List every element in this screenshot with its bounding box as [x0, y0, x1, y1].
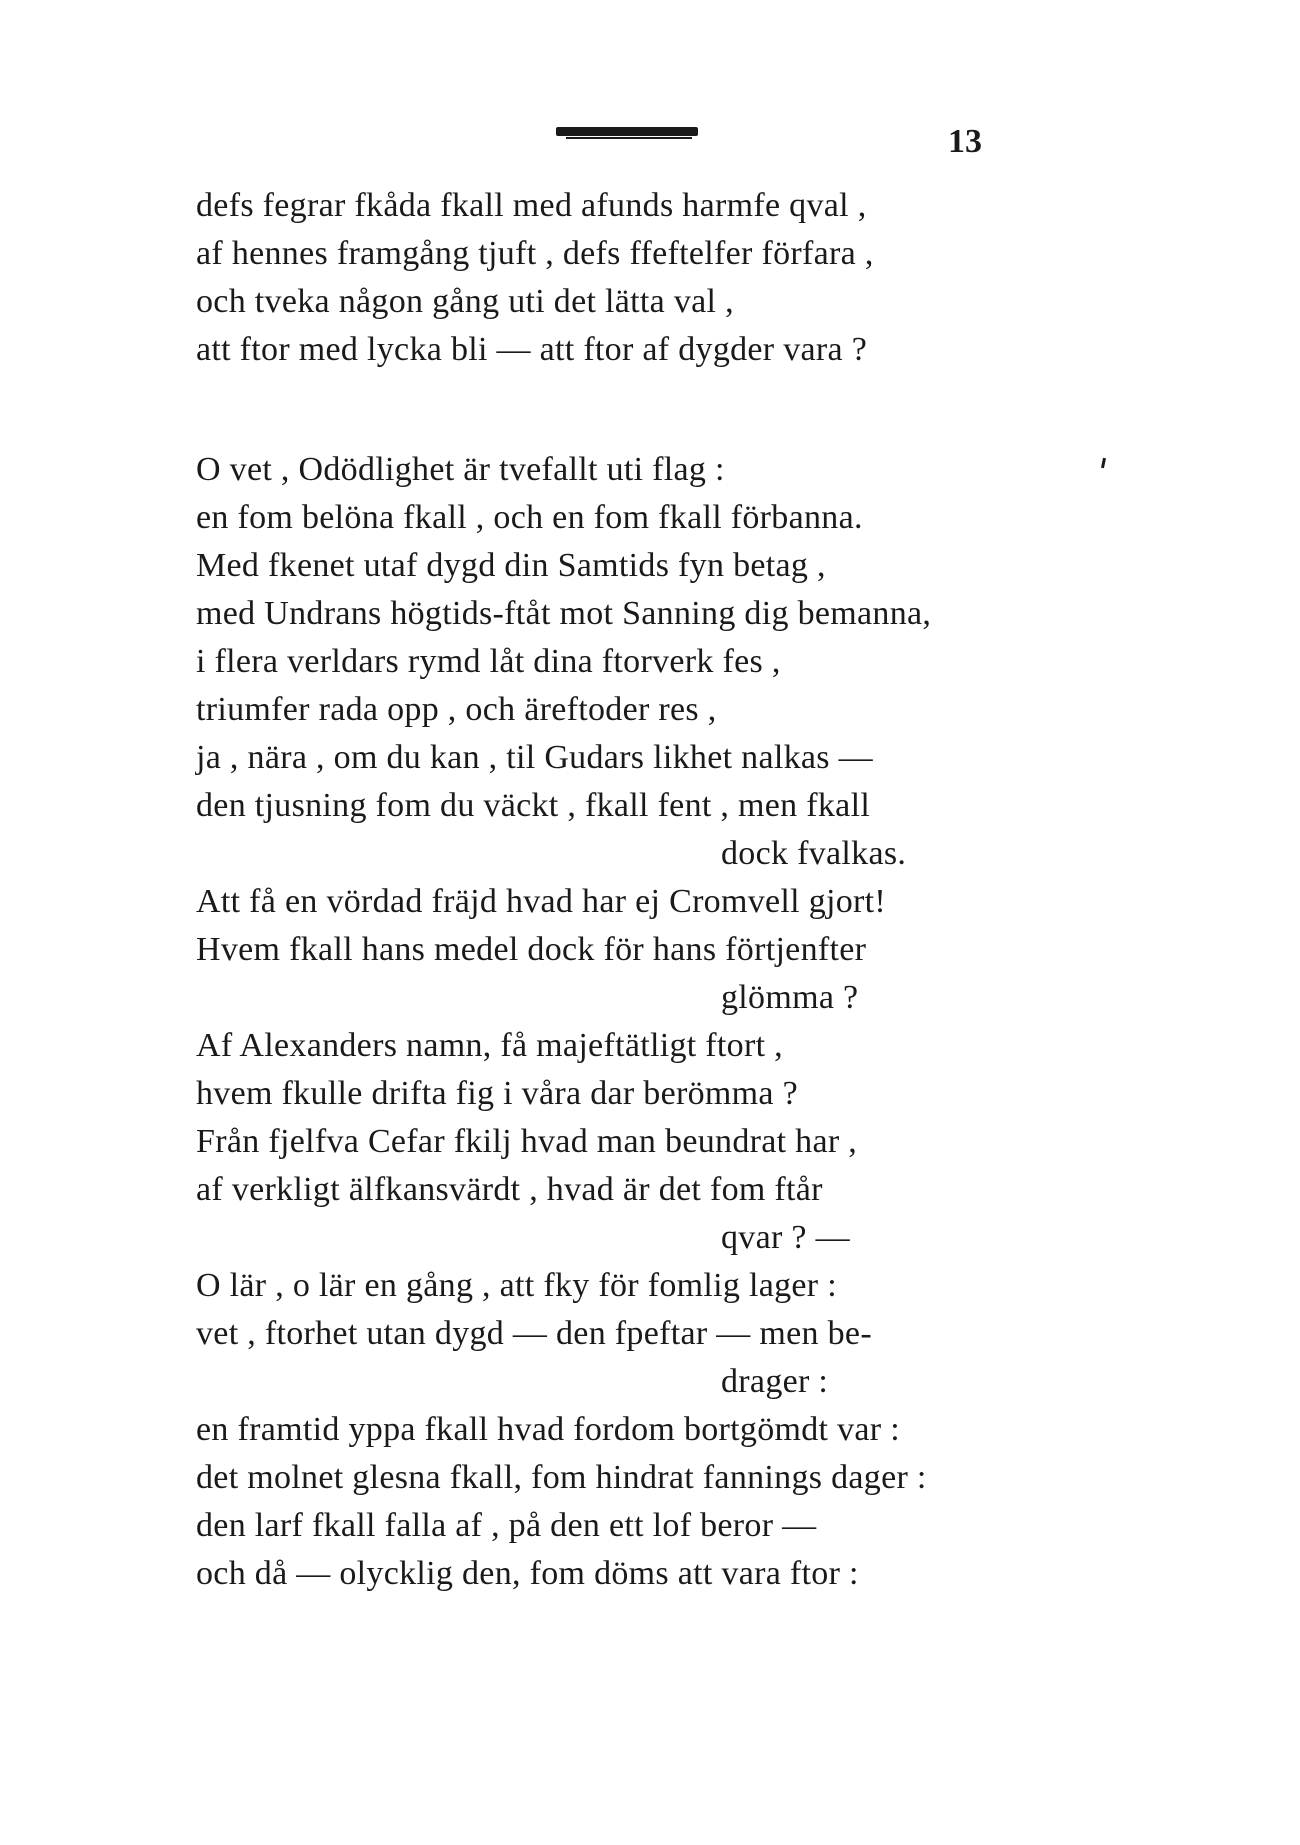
verse-line: i flera verldars rymd låt dina ftorverk fes , [196, 643, 781, 680]
verse-line: Från fjelfva Cefar fkilj hvad man beundrat har , [196, 1123, 858, 1160]
verse-line: det molnet glesna fkall, fom hindrat fannings dager : [196, 1459, 927, 1496]
verse-line: triumfer rada opp , och äreftoder res , [196, 691, 717, 728]
verse-line: den tjusning fom du väckt , fkall fent , men fkall [196, 787, 871, 824]
verse-line: hvem fkulle drifta fig i våra dar berömma ? [196, 1075, 798, 1112]
verse-line: af verkligt älfkansvärdt , hvad är det fom ftår [196, 1171, 823, 1208]
verse-line-continuation: dock fvalkas. [721, 835, 907, 872]
verse-line: Hvem fkall hans medel dock för hans förtjenfter [196, 931, 867, 968]
verse-line: den larf fkall falla af , på den ett lof beror — [196, 1507, 817, 1544]
verse-line: och då — olycklig den, fom döms att vara ftor : [196, 1555, 859, 1592]
verse-line: med Undrans högtids-ftåt mot Sanning dig bemanna, [196, 595, 932, 632]
verse-line: ja , nära , om du kan , til Gudars likhet nalkas — [196, 739, 873, 776]
verse-line: af hennes framgång tjuft , defs ffeftelfer förfara , [196, 235, 874, 272]
verse-line: att ftor med lycka bli — att ftor af dygder vara ? [196, 331, 868, 368]
verse-line: defs fegrar fkåda fkall med afunds harmfe qval , [196, 187, 867, 224]
verse-line-continuation: drager : [721, 1363, 829, 1400]
ink-speck [1101, 458, 1106, 468]
verse-line: Att få en vördad fräjd hvad har ej Cromvell gjort! [196, 883, 887, 920]
verse-line: en framtid yppa fkall hvad fordom bortgömdt var : [196, 1411, 900, 1448]
verse-line: en fom belöna fkall , och en fom fkall förbanna. [196, 499, 863, 536]
verse-line: O lär , o lär en gång , att fky för fomlig lager : [196, 1267, 837, 1304]
header-rule-ornament [556, 127, 698, 136]
verse-line-continuation: qvar ? — [721, 1219, 850, 1256]
verse-line: vet , ftorhet utan dygd — den fреftar — men be- [196, 1315, 872, 1352]
verse-line: Af Alexanders namn, få majeftätligt ftort , [196, 1027, 783, 1064]
verse-line: O vet , Odödlighet är tvefallt uti flag : [196, 451, 725, 488]
verse-line: och tveka någon gång uti det lätta val , [196, 283, 734, 320]
verse-line-continuation: glömma ? [721, 979, 859, 1016]
verse-line: Med fkenet utaf dygd din Samtids fyn betag , [196, 547, 826, 584]
page-number: 13 [948, 123, 982, 160]
